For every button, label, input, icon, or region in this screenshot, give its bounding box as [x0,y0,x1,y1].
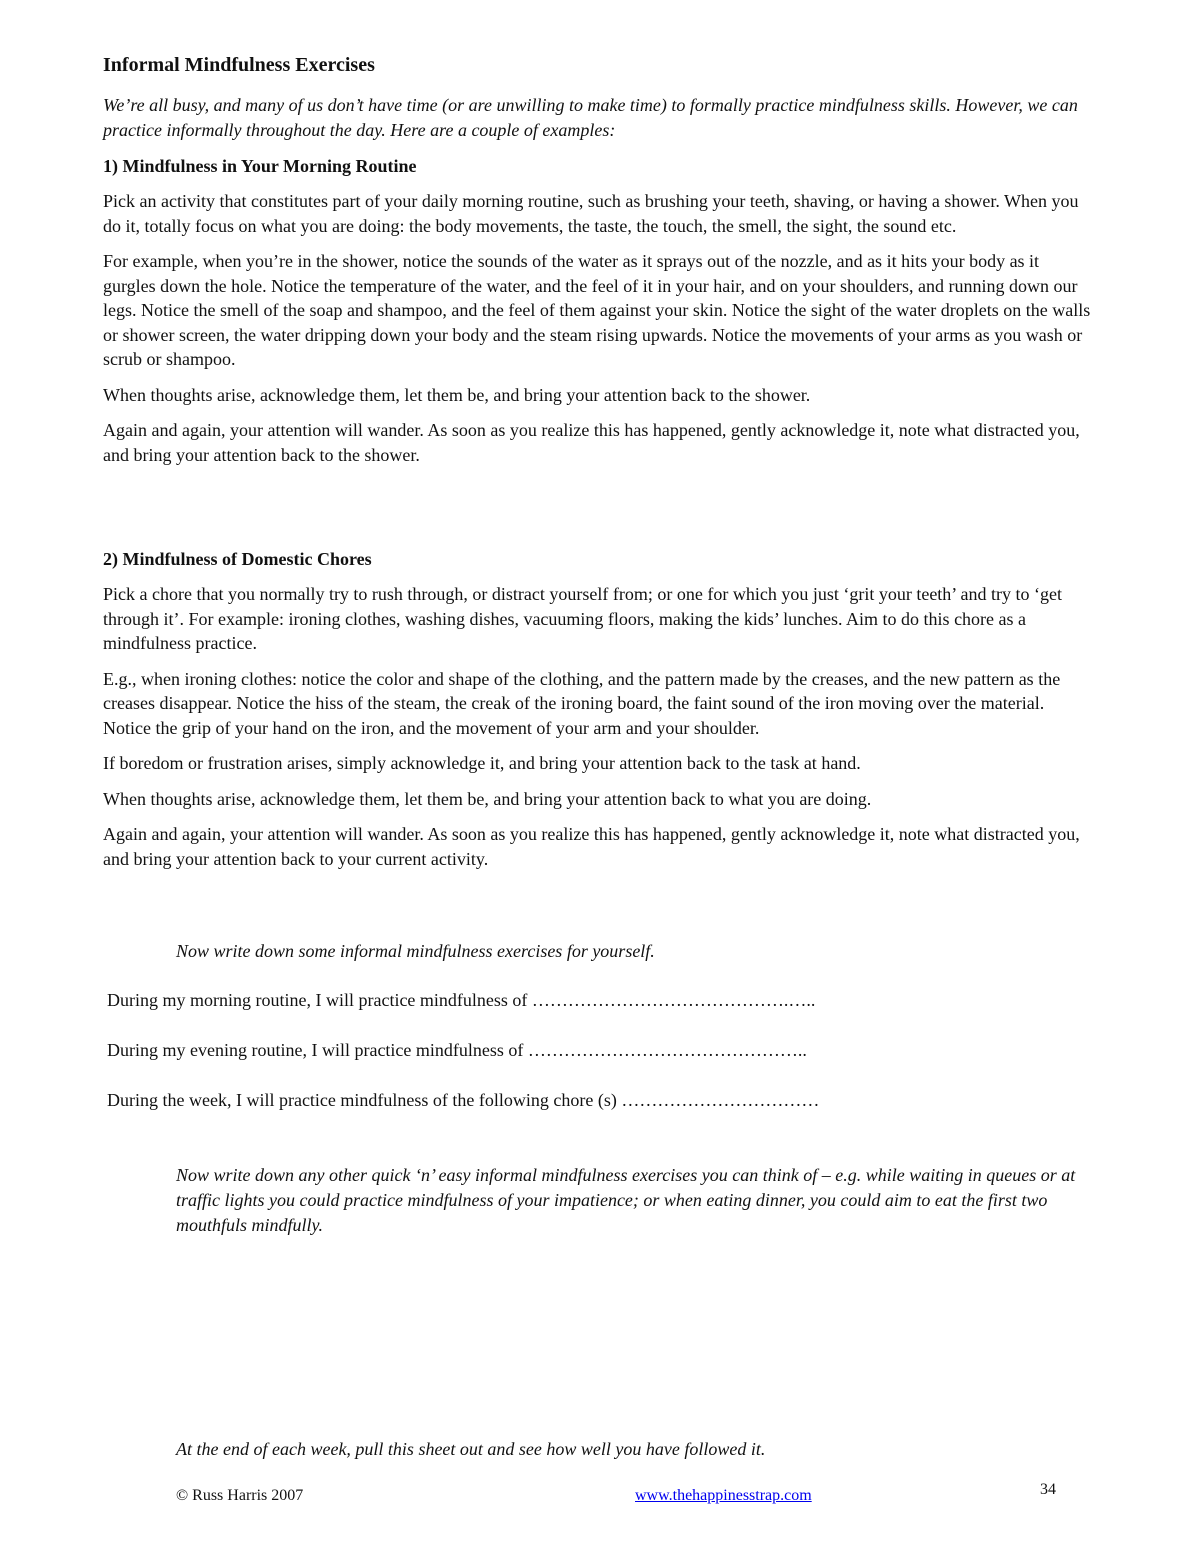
paragraph: If boredom or frustration arises, simply acknowledge it, and bring your attention back to the task at hand. [103,753,861,773]
section-domestic-chores [103,547,1093,882]
fill-in-weekly-chore[interactable] [107,1088,819,1112]
paragraph: E.g., when ironing clothes: notice the color and shape of the clothing, and the pattern made by the creases, and the new pattern as the creases disappear. Notice the hiss of the steam, the creak of the ironing board, the faint sound of the iron moving over the material. Notice the grip of your hand on the iron, and the movement of your arm and your shoulder. [103,668,1061,738]
paragraph: Pick an activity that constitutes part of your daily morning routine, such as brushing your teeth, shaving, or having a shower. When you do it, totally focus on what you are doing: the body movements, the taste, the touch, the smell, the sight, the sound etc. [103,191,1079,236]
paragraph: Again and again, your attention will wander. As soon as you realize this has happened, gently acknowledge it, note what distracted you, and bring your attention back to the shower. [103,420,1080,465]
page-number: 34 [1040,1481,1056,1498]
fill-label: During the week, I will practice mindfulness of the following chore (s) [107,1090,617,1110]
paragraph: When thoughts arise, acknowledge them, let them be, and bring your attention back to what you are doing. [103,788,872,809]
website-link[interactable]: www.thehappinesstrap.com [635,1487,812,1504]
fill-blank[interactable]: …………………………… [621,1090,820,1110]
write-prompt: Now write down some informal mindfulness exercises for yourself. [176,941,655,961]
fill-blank[interactable]: …………………………………….….. [531,990,816,1010]
fill-label: During my morning routine, I will practice mindfulness of [107,990,528,1010]
page-title: Informal Mindfulness Exercises [103,54,375,76]
paragraph: Pick a chore that you normally try to rush through, or distract yourself from; or one for which you just ‘grit your teeth’ and try to ‘get through it’. For example: ironing clothes, washing dishes, vacuuming floors, making the kids’ lunches. Aim to do this chore as a mindfulness practice. [103,584,1062,653]
fill-in-evening-routine[interactable] [107,1038,807,1062]
fill-label: During my evening routine, I will practice mindfulness of [107,1040,524,1060]
section-morning-routine [103,154,1093,478]
copyright-text: © Russ Harris 2007 [176,1487,304,1504]
section-heading: 1) Mindfulness in Your Morning Routine [103,156,417,176]
other-exercises-prompt: Now write down any other quick ‘n’ easy informal mindfulness exercises you can think of – e.g. while waiting in queues or at traffic lights you could practice mindfulness of your impatience; or when eating dinner, you could aim to eat the first two mouthfuls mindfully. [176,1165,1076,1235]
closing-instruction: At the end of each week, pull this sheet out and see how well you have followed it. [176,1439,766,1459]
paragraph: Again and again, your attention will wander. As soon as you realize this has happened, gently acknowledge it, note what distracted you, and bring your attention back to your current activity. [103,824,1080,869]
paragraph: When thoughts arise, acknowledge them, let them be, and bring your attention back to the shower. [103,384,811,405]
intro-text: We’re all busy, and many of us don’t have time (or are unwilling to make time) to formally practice mindfulness skills. However, we can practice informally throughout the day. Here are a couple of examples: [103,95,1078,140]
section-heading: 2) Mindfulness of Domestic Chores [103,549,372,569]
paragraph: For example, when you’re in the shower, notice the sounds of the water as it sprays out of the nozzle, and as it hits your body as it gurgles down the hole. Notice the temperature of the water, and the feel of it in your hair, and on your shoulders, and running down our legs. Notice the smell of the soap and shampoo, and the feel of them against your skin. Notice the sight of the water droplets on the walls or shower screen, the water dripping down your body and the steam rising upwards. Notice the movements of your arms as you wash or scrub or shampoo. [103,251,1091,369]
fill-blank[interactable]: ……………………………………….. [527,1040,807,1060]
fill-in-morning-routine[interactable] [107,988,815,1012]
